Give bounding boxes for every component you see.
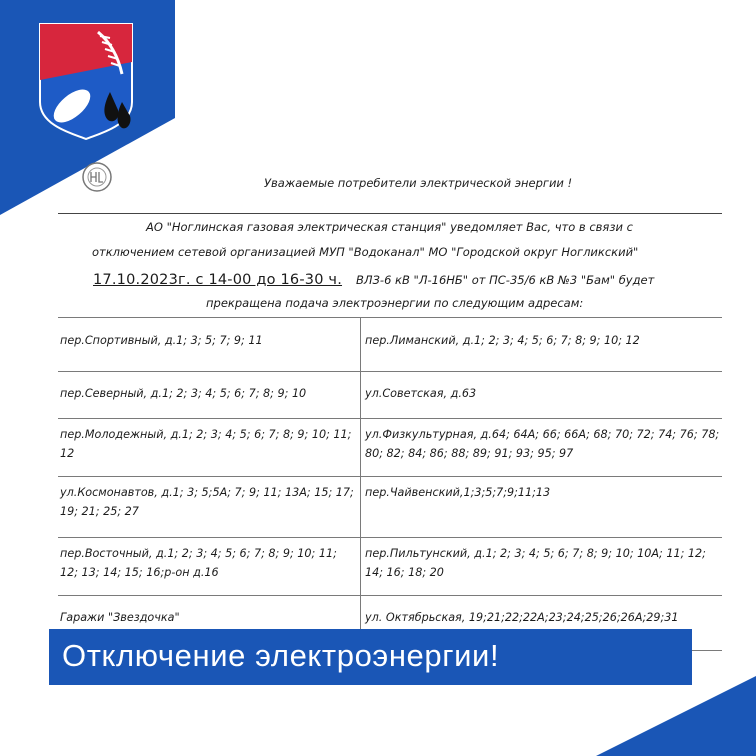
intro-line-3 <box>93 272 654 288</box>
greeting-text: Уважаемые потребители электрической энергии ! <box>264 176 573 190</box>
address-cell-right: ул.Советская, д.63 <box>361 372 723 419</box>
address-cell-right: пер.Чайвенский,1;3;5;7;9;11;13 <box>361 477 723 538</box>
table-row <box>58 372 722 419</box>
address-cell-right: ул. Октябрьская, 19;21;22;22А;23;24;25;26;26А;29;31 <box>361 596 723 651</box>
intro-line-4: прекращена подача электроэнергии по следующим адресам: <box>206 296 584 310</box>
intro-line-3-rest: ВЛЗ-6 кВ "Л-16НБ" от ПС-35/6 кВ №3 "Бам" будет <box>356 273 655 287</box>
coat-of-arms-icon <box>38 22 134 140</box>
address-cell-left: пер.Восточный, д.1; 2; 3; 4; 5; 6; 7; 8; 9; 10; 11; 12; 13; 14; 15; 16;р-он д.16 <box>58 538 361 596</box>
address-cell-right: ул.Физкультурная, д.64; 64А; 66; 66А; 68; 70; 72; 74; 76; 78; 80; 82; 84; 86; 88; 89; 91; 93; 95; 97 <box>361 419 723 477</box>
address-table <box>58 317 722 651</box>
table-row <box>58 477 722 538</box>
banner-title: Отключение электроэнергии! <box>62 638 500 673</box>
address-cell-right: пер.Лиманский, д.1; 2; 3; 4; 5; 6; 7; 8; 9; 10; 12 <box>361 318 723 372</box>
address-cell-right: пер.Пильтунский, д.1; 2; 3; 4; 5; 6; 7; 8; 9; 10; 10А; 11; 12; 14; 16; 18; 20 <box>361 538 723 596</box>
intro-line-2: отключением сетевой организацией МУП "Водоканал" МО "Городской округ Ногликский" <box>92 245 639 259</box>
company-stamp-icon <box>78 158 116 196</box>
corner-decoration-bottom-right <box>596 676 756 756</box>
outage-date: 17.10.2023г. с 14-00 до 16-30 ч. <box>93 272 343 288</box>
address-cell-left: пер.Молодежный, д.1; 2; 3; 4; 5; 6; 7; 8; 9; 10; 11; 12 <box>58 419 361 477</box>
address-cell-left: ул.Космонавтов, д.1; 3; 5;5А; 7; 9; 11; 13А; 15; 17; 19; 21; 25; 27 <box>58 477 361 538</box>
address-cell-left: пер.Спортивный, д.1; 3; 5; 7; 9; 11 <box>58 318 361 372</box>
table-row <box>58 538 722 596</box>
table-row <box>58 318 722 372</box>
table-row <box>58 419 722 477</box>
address-cell-left: пер.Северный, д.1; 2; 3; 4; 5; 6; 7; 8; 9; 10 <box>58 372 361 419</box>
address-cell-left: Гаражи "Звездочка" <box>58 596 361 651</box>
header-divider <box>58 213 722 214</box>
intro-line-1: АО "Ноглинская газовая электрическая станция" уведомляет Вас, что в связи с <box>146 220 633 234</box>
